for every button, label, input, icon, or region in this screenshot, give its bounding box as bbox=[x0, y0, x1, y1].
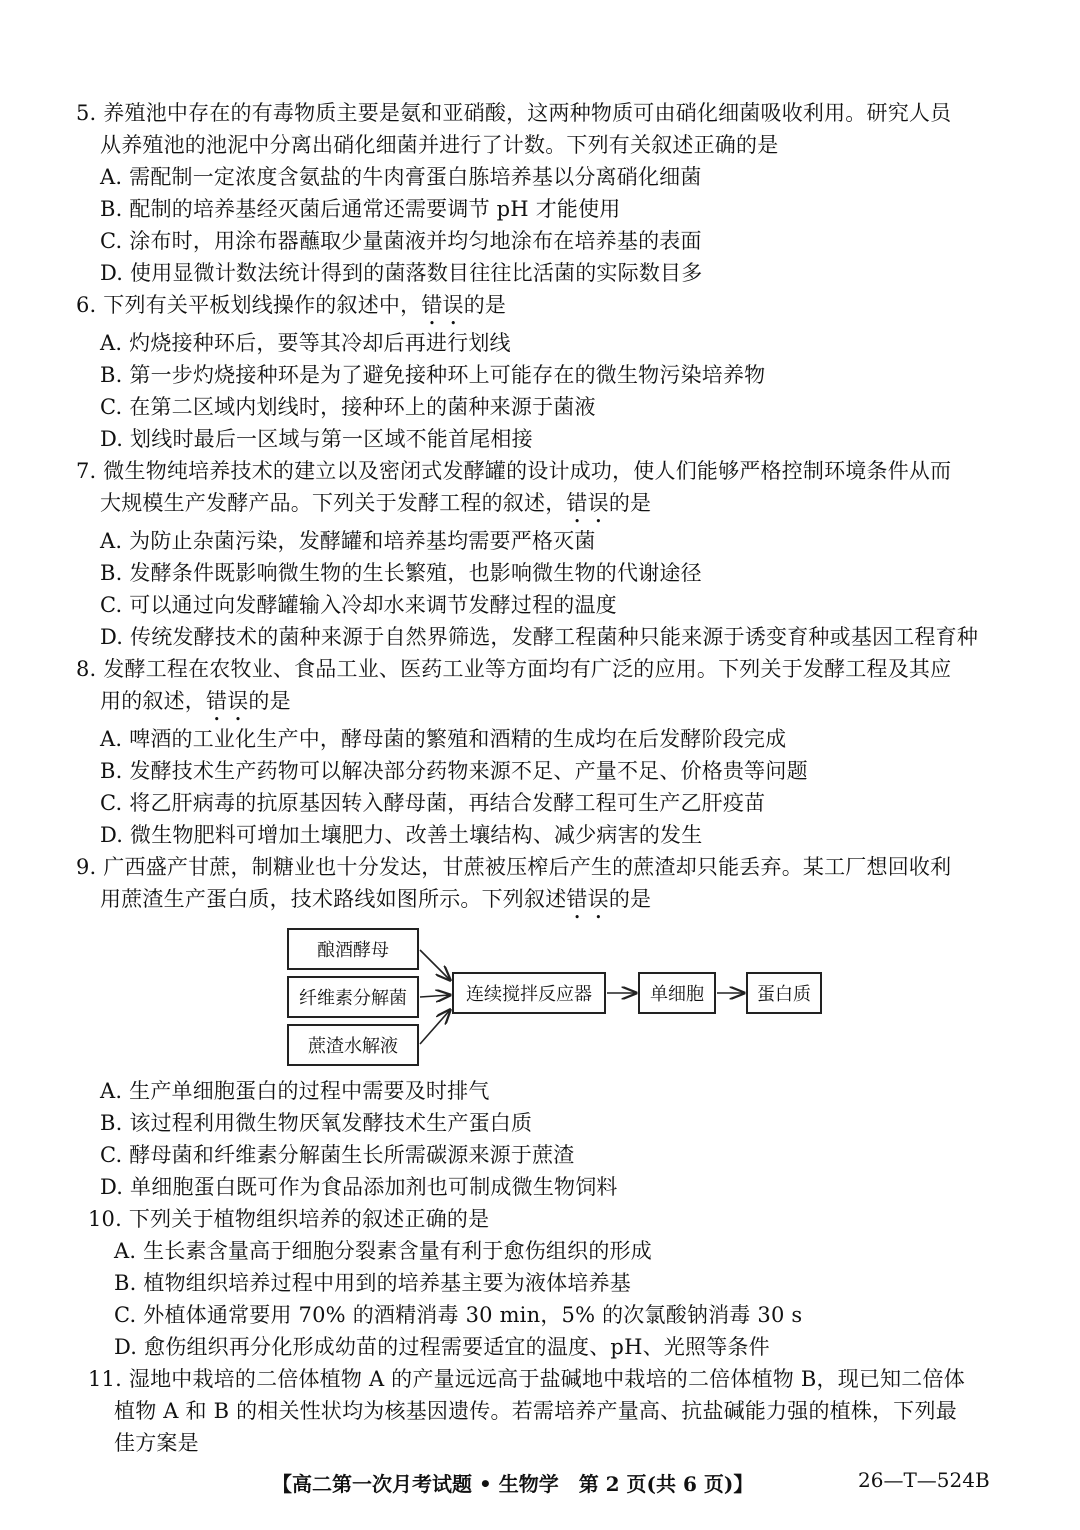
q5-stem-line-2: 从养殖池的池泥中分离出硝化细菌并进行了计数。下列有关叙述正确的是 bbox=[100, 133, 779, 157]
q11-stem-line-2: 植物 A 和 B 的相关性状均为核基因遗传。若需培养产量高、抗盐碱能力强的植株，下列最 bbox=[114, 1399, 957, 1423]
q7-stem-pre: 大规模生产发酵产品。下列关于发酵工程的叙述， bbox=[100, 491, 567, 515]
q8-option-b: B. 发酵技术生产药物可以解决部分药物来源不足、产量不足、价格贵等问题 bbox=[100, 759, 808, 783]
q7-option-b: B. 发酵条件既影响微生物的生长繁殖，也影响微生物的代谢途径 bbox=[100, 561, 702, 585]
diagram-box-cellulose-bacteria: 纤维素分解菌 bbox=[287, 976, 419, 1018]
q6-stem-post: 的是 bbox=[463, 293, 507, 317]
q11-stem-line-1: 11. 湿地中栽培的二倍体植物 A 的产量远远高于盐碱地中栽培的二倍体植物 B，现已知二倍体 bbox=[88, 1367, 965, 1391]
q9-stem-key: 错误 bbox=[566, 887, 609, 911]
q10-option-a: A. 生长素含量高于细胞分裂素含量有利于愈伤组织的形成 bbox=[114, 1239, 652, 1263]
arrow-yeast-to-reactor bbox=[420, 950, 450, 980]
page-footer-label: 【高二第一次月考试题 • 生物学 第 2 页(共 6 页)】 bbox=[272, 1472, 754, 1496]
diagram-box-protein: 蛋白质 bbox=[746, 972, 822, 1014]
q7-option-a: A. 为防止杂菌污染，发酵罐和培养基均需要严格灭菌 bbox=[100, 529, 596, 553]
q7-option-c: C. 可以通过向发酵罐输入冷却水来调节发酵过程的温度 bbox=[100, 593, 617, 617]
q11-stem-line-3: 佳方案是 bbox=[114, 1431, 199, 1455]
diagram-box-reactor: 连续搅拌反应器 bbox=[452, 972, 606, 1014]
q8-option-a: A. 啤酒的工业化生产中，酵母菌的繁殖和酒精的生成均在后发酵阶段完成 bbox=[100, 727, 787, 751]
q8-stem-key: 错误 bbox=[206, 689, 249, 713]
q9-stem-pre: 用蔗渣生产蛋白质，技术路线如图所示。下列叙述 bbox=[100, 887, 567, 911]
diagram-box-single-cell: 单细胞 bbox=[638, 972, 716, 1014]
q8-stem-post: 的是 bbox=[248, 689, 291, 713]
q9-option-b: B. 该过程利用微生物厌氧发酵技术生产蛋白质 bbox=[100, 1111, 533, 1135]
q6-stem-key: 错误 bbox=[421, 293, 464, 317]
q5-option-c: C. 涂布时，用涂布器蘸取少量菌液并均匀地涂布在培养基的表面 bbox=[100, 229, 702, 253]
q6-option-a: A. 灼烧接种环后，要等其冷却后再进行划线 bbox=[100, 331, 511, 355]
q9-stem-line-1: 9. 广西盛产甘蔗，制糖业也十分发达，甘蔗被压榨后产生的蔗渣却只能丢弃。某工厂想回收利 bbox=[76, 855, 952, 879]
q6-option-b: B. 第一步灼烧接种环是为了避免接种环上可能存在的微生物污染培养物 bbox=[100, 363, 766, 387]
q7-option-d: D. 传统发酵技术的菌种来源于自然界筛选，发酵工程菌种只能来源于诱变育种或基因工程育种 bbox=[100, 625, 979, 649]
q9-option-a: A. 生产单细胞蛋白的过程中需要及时排气 bbox=[100, 1079, 490, 1103]
q5-option-b: B. 配制的培养基经灭菌后通常还需要调节 pH 才能使用 bbox=[100, 197, 621, 221]
arrow-bacteria-to-reactor bbox=[420, 995, 450, 997]
q5-option-d: D. 使用显微计数法统计得到的菌落数目往往比活菌的实际数目多 bbox=[100, 261, 703, 285]
q7-stem-post: 的是 bbox=[608, 491, 652, 515]
q5-option-a: A. 需配制一定浓度含氨盐的牛肉膏蛋白胨培养基以分离硝化细菌 bbox=[100, 165, 702, 189]
q9-option-d: D. 单细胞蛋白既可作为食品添加剂也可制成微生物饲料 bbox=[100, 1175, 618, 1199]
page-footer-code: 26—T—524B bbox=[858, 1468, 990, 1492]
q5-stem-line-1: 5. 养殖池中存在的有毒物质主要是氨和亚硝酸，这两种物质可由硝化细菌吸收利用。研究人员 bbox=[76, 101, 952, 125]
q10-option-d: D. 愈伤组织再分化形成幼苗的过程需要适宜的温度、pH、光照等条件 bbox=[114, 1335, 770, 1359]
q6-option-d: D. 划线时最后一区域与第一区域不能首尾相接 bbox=[100, 427, 533, 451]
q9-option-c: C. 酵母菌和纤维素分解菌生长所需碳源来源于蔗渣 bbox=[100, 1143, 575, 1167]
arrow-hydrolysate-to-reactor bbox=[420, 1010, 450, 1044]
q9-stem-post: 的是 bbox=[608, 887, 652, 911]
q6-option-c: C. 在第二区域内划线时，接种环上的菌种来源于菌液 bbox=[100, 395, 596, 419]
q10-option-b: B. 植物组织培养过程中用到的培养基主要为液体培养基 bbox=[114, 1271, 631, 1295]
q8-option-d: D. 微生物肥料可增加土壤肥力、改善土壤结构、减少病害的发生 bbox=[100, 823, 703, 847]
q7-stem-key: 错误 bbox=[566, 491, 609, 515]
q10-stem: 10. 下列关于植物组织培养的叙述正确的是 bbox=[88, 1207, 490, 1231]
q8-stem-pre: 用的叙述， bbox=[100, 689, 206, 713]
q6-stem-pre: 6. 下列有关平板划线操作的叙述中， bbox=[76, 293, 422, 317]
q7-stem-line-1: 7. 微生物纯培养技术的建立以及密闭式发酵罐的设计成功，使人们能够严格控制环境条件从而 bbox=[76, 459, 952, 483]
diagram-box-bagasse-hydrolysate: 蔗渣水解液 bbox=[287, 1024, 419, 1066]
q8-option-c: C. 将乙肝病毒的抗原基因转入酵母菌，再结合发酵工程可生产乙肝疫苗 bbox=[100, 791, 766, 815]
diagram-box-yeast: 酿酒酵母 bbox=[287, 928, 419, 970]
q10-option-c: C. 外植体通常要用 70% 的酒精消毒 30 min，5% 的次氯酸钠消毒 30 s bbox=[114, 1303, 803, 1327]
q8-stem-line-1: 8. 发酵工程在农牧业、食品工业、医药工业等方面均有广泛的应用。下列关于发酵工程及其应 bbox=[76, 657, 952, 681]
